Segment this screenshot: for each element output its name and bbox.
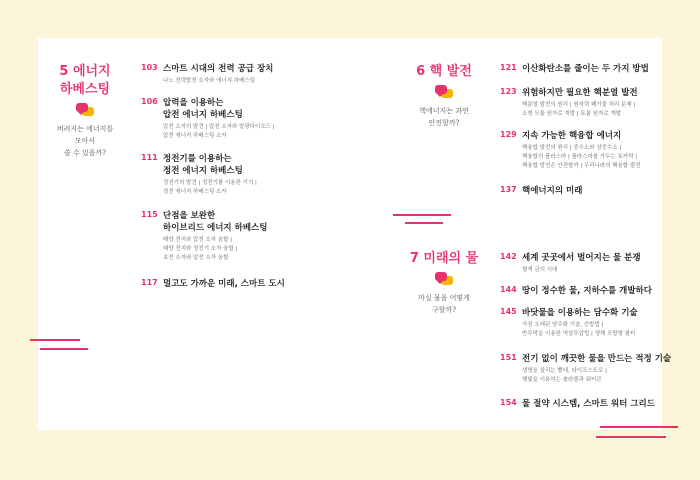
toc-entry[interactable] xyxy=(500,87,700,127)
toc-entry[interactable] xyxy=(500,398,700,438)
entry-body xyxy=(522,307,700,339)
subtitle-line: 쓸 수 있을까? xyxy=(63,149,106,157)
section-5-header xyxy=(45,63,125,159)
subtitle-line: 마실 물을 어떻게 xyxy=(418,294,470,302)
entry-subtopics: 핵융합 발전은 안전할까 | 우리나라의 핵융합 발전 xyxy=(522,163,641,169)
decorative-line xyxy=(393,214,451,216)
page-number: 106 xyxy=(141,97,158,106)
page-number: 151 xyxy=(500,353,517,362)
entry-title: 핵에너지의 미래 xyxy=(522,186,583,196)
subtitle-line: 안전할까? xyxy=(428,119,460,127)
entry-subtopics: 햇빛을 이용하는 솔라볼과 워터콘 xyxy=(522,377,602,383)
entry-body xyxy=(522,185,700,197)
section-subtitle xyxy=(404,292,484,316)
entry-subtopics: 압전 에너지 하베스팅 소자 xyxy=(163,133,227,139)
entry-subtopics: 소형 모듈 원자로 개발 | 토륨 원자로 개발 xyxy=(522,111,622,117)
page-number: 144 xyxy=(500,285,517,294)
subtitle-line: 핵에너지는 과연 xyxy=(419,107,469,115)
entry-subtopics: 태양 전지와 압전 소자 융합 | xyxy=(163,237,233,243)
section-6-header xyxy=(404,63,484,129)
entry-subtopics: 압전 소자의 발견 | 압전 소자와 발광다이오드 | xyxy=(163,124,275,130)
entry-title: 스마트 시대의 전력 공급 장치 xyxy=(163,64,274,74)
page-number: 121 xyxy=(500,63,517,72)
toc-entry[interactable] xyxy=(500,307,700,347)
entry-body xyxy=(163,153,378,197)
entry-title: 단점을 보완한 xyxy=(163,211,216,221)
page-number: 117 xyxy=(141,278,158,287)
entry-title: 정전기를 이용하는 xyxy=(163,154,232,164)
section-title-line: 6 핵 발전 xyxy=(416,64,472,79)
section-subtitle xyxy=(404,105,484,129)
page-number: 145 xyxy=(500,307,517,316)
entry-title: 지속 가능한 핵융합 에너지 xyxy=(522,131,622,141)
section-subtitle xyxy=(45,123,125,159)
toc-entry[interactable] xyxy=(500,130,700,170)
decorative-line xyxy=(40,348,88,350)
page-number: 142 xyxy=(500,252,517,261)
entry-subtopics: 핵융합의 플라스마 | 플라스마를 가두는 토카막 | xyxy=(522,154,638,160)
toc-entry[interactable] xyxy=(500,185,700,225)
section-title-line: 하베스팅 xyxy=(59,82,111,97)
entry-body xyxy=(163,97,378,141)
entry-body xyxy=(522,285,700,297)
toc-entry[interactable] xyxy=(141,278,381,318)
entry-title: 땅이 정수한 물, 지하수를 개발하다 xyxy=(522,286,653,296)
decorative-line xyxy=(30,339,80,341)
entry-title: 압전 에너지 하베스팅 xyxy=(163,110,243,120)
entry-subtopics: 가장 오래된 담수화 기술, 증발법 | xyxy=(522,322,604,328)
entry-title: 이산화탄소를 줄이는 두 가지 방법 xyxy=(522,64,649,74)
decorative-line xyxy=(405,222,443,224)
subtitle-line: 모아서 xyxy=(74,137,96,145)
entry-subtopics: 나노 전력발전 소자와 에너지 하베스팅 xyxy=(163,78,256,84)
entry-title: 하이브리드 에너지 하베스팅 xyxy=(163,223,268,233)
entry-subtopics: 형색 금의 시대 xyxy=(522,267,558,273)
section-7-header xyxy=(404,250,484,316)
entry-title: 물 절약 시스템, 스마트 워터 그리드 xyxy=(522,399,655,409)
entry-body xyxy=(522,87,700,119)
entry-subtopics: 초전 소자와 압전 소자 융합 xyxy=(163,255,229,261)
toc-entry[interactable] xyxy=(141,210,381,261)
entry-title: 정전 에너지 하베스팅 xyxy=(163,166,243,176)
entry-body xyxy=(522,63,700,75)
toc-entry[interactable] xyxy=(141,97,381,137)
entry-body xyxy=(522,252,700,275)
entry-subtopics: 태양 전지와 정전기 소자 융합 | xyxy=(163,246,238,252)
entry-title: 바닷물을 이용하는 담수화 기술 xyxy=(522,308,638,318)
section-title xyxy=(404,250,484,268)
entry-body xyxy=(522,398,700,410)
page-number: 154 xyxy=(500,398,517,407)
entry-subtopics: 생명을 살리는 빨대, 라이프스트로 | xyxy=(522,368,607,374)
decorative-line xyxy=(600,426,678,428)
entry-subtopics: 반투막을 이용한 역삼투압법 | 생체 모방형 필터 xyxy=(522,331,636,337)
page-number: 129 xyxy=(500,130,517,139)
entry-title: 세계 곳곳에서 벌어지는 물 분쟁 xyxy=(522,253,641,263)
toc-entry[interactable] xyxy=(500,353,700,393)
section-title-line: 5 에너지 xyxy=(59,64,111,79)
entry-title: 압력을 이용하는 xyxy=(163,98,224,108)
entry-body xyxy=(163,63,378,86)
section-title xyxy=(404,63,484,81)
subtitle-line: 구할까? xyxy=(431,306,457,314)
toc-entry[interactable] xyxy=(141,153,381,193)
entry-title: 위험하지만 필요한 핵분열 발전 xyxy=(522,88,638,98)
section-title xyxy=(45,63,125,99)
decorative-line xyxy=(596,436,666,438)
speech-bubble-icon xyxy=(435,85,453,99)
speech-bubble-icon xyxy=(76,103,94,117)
entry-title: 전기 없이 깨끗한 물을 만드는 적정 기술 xyxy=(522,354,672,364)
page-number: 111 xyxy=(141,153,158,162)
entry-title: 멀고도 가까운 미래, 스마트 도시 xyxy=(163,279,285,289)
entry-body xyxy=(163,210,378,263)
page-number: 103 xyxy=(141,63,158,72)
entry-subtopics: 핵분열 발전의 원리 | 원자력 폐기물 처리 문제 | xyxy=(522,102,636,108)
entry-subtopics: 핵융합 발전의 원리 | 중수소와 삼중수소 | xyxy=(522,145,622,151)
page-number: 123 xyxy=(500,87,517,96)
entry-subtopics: 정전기의 발견 | 정전기를 이용한 기기 | xyxy=(163,180,257,186)
section-title-line: 7 미래의 물 xyxy=(409,251,479,266)
speech-bubble-icon xyxy=(435,272,453,286)
entry-body xyxy=(163,278,378,290)
subtitle-line: 버려지는 에너지를 xyxy=(56,125,114,133)
page-number: 137 xyxy=(500,185,517,194)
entry-subtopics: 정전 에너지 하베스팅 소자 xyxy=(163,189,227,195)
entry-body xyxy=(522,130,700,171)
entry-body xyxy=(522,353,700,385)
page-number: 115 xyxy=(141,210,158,219)
